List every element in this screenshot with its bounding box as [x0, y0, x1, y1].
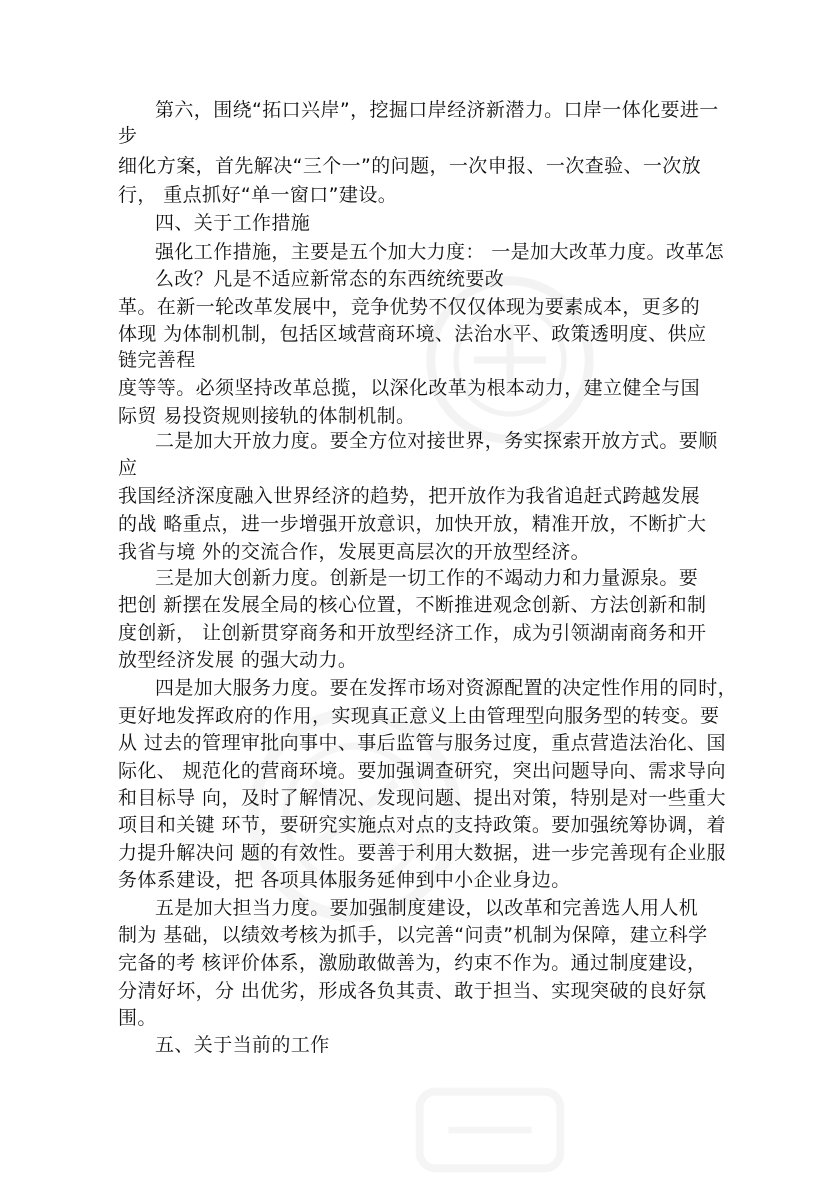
watermark-seal-icon [410, 1080, 570, 1180]
text-line: 分清好坏，分 出优劣，形成各负其责、敢于担当、实现突破的良好氛 [118, 980, 707, 1002]
text-line: 三是加大创新力度。创新是一切工作的不竭动力和力量源泉。要 [155, 567, 699, 589]
text-line: 链完善程 [118, 349, 196, 371]
text-line: 围。 [118, 1007, 157, 1029]
section-heading: 四、关于工作措施 [155, 212, 311, 234]
text-line: 更好地发挥政府的作用，实现真正意义上由管理型向服务型的转变。要 [118, 705, 720, 727]
section-heading: 五、关于当前的工作 [155, 1034, 330, 1056]
text-line: 和目标导 向，及时了解情况、发现问题、提出对策，特别是对一些重大 [118, 787, 726, 809]
text-line: 务体系建设，把 各项具体服务延伸到中小企业身边。 [118, 869, 571, 891]
text-line: 步 [118, 125, 138, 147]
text-line: 际贸 易投资规则接轨的体制机制。 [118, 405, 416, 427]
text-line: 度等等。必须坚持改革总揽，以深化改革为根本动力，建立健全与国 [118, 377, 701, 399]
text-line: 的战 略重点，进一步增强开放意识，加快开放，精准开放，不断扩大 [118, 513, 707, 535]
text-line: 完备的考 核评价体系，激励敢做善为，约束不作为。通过制度建设， [118, 952, 707, 974]
text-line: 体现 为体制机制，包括区域营商环境、法治水平、政策透明度、供应 [118, 323, 707, 345]
text-line: 从 过去的管理审批向事中、事后监管与服务过度，重点营造法治化、国 [118, 732, 726, 754]
text-line: 我省与境 外的交流合作，发展更高层次的开放型经济。 [118, 541, 591, 563]
text-line: 应 [118, 457, 138, 479]
text-line: 我国经济深度融入世界经济的趋势，把开放作为我省追赶式跨越发展 [118, 485, 701, 507]
text-line: 第六，围绕“拓口兴岸”，挖掘口岸经济新潜力。口岸一体化要进一 [155, 99, 719, 121]
text-line: 度创新， 让创新贯穿商务和开放型经济工作，成为引领湖南商务和开 [118, 622, 707, 644]
text-line: 么改？凡是不适应新常态的东西统统要改 [155, 268, 505, 290]
text-line: 强化工作措施，主要是五个加大力度： 一是加大改革力度。改革怎 [155, 241, 725, 263]
text-line: 制为 基础，以绩效考核为抓手，以完善“问责”机制为保障，建立科学 [118, 924, 708, 946]
text-line: 把创 新摆在发展全局的核心位置，不断推进观念创新、方法创新和制 [118, 594, 707, 616]
text-line: 放型经济发展 的强大动力。 [118, 649, 358, 671]
text-line: 细化方案，首先解决“三个一”的问题，一次申报、一次查验、一次放 [118, 155, 702, 177]
text-line: 革。在新一轮改革发展中，竞争优势不仅仅体现为要素成本，更多的 [118, 296, 701, 318]
text-line: 行， 重点抓好“单一窗口”建设。 [118, 184, 398, 206]
text-line: 力提升解决问 题的有效性。要善于利用大数据，进一步完善现有企业服 [118, 842, 726, 864]
text-line: 五是加大担当力度。要加强制度建设，以改革和完善选人用人机 [155, 897, 699, 919]
text-line: 四是加大服务力度。要在发挥市场对资源配置的决定性作用的同时， [155, 677, 738, 699]
text-line: 二是加大开放力度。要全方位对接世界，务实探索开放方式。要顺 [155, 430, 718, 452]
text-line: 项目和关键 环节，要研究实施点对点的支持政策。要加强统筹协调，着 [118, 814, 726, 836]
text-line: 际化、 规范化的营商环境。要加强调查研究，突出问题导向、需求导向 [118, 760, 726, 782]
